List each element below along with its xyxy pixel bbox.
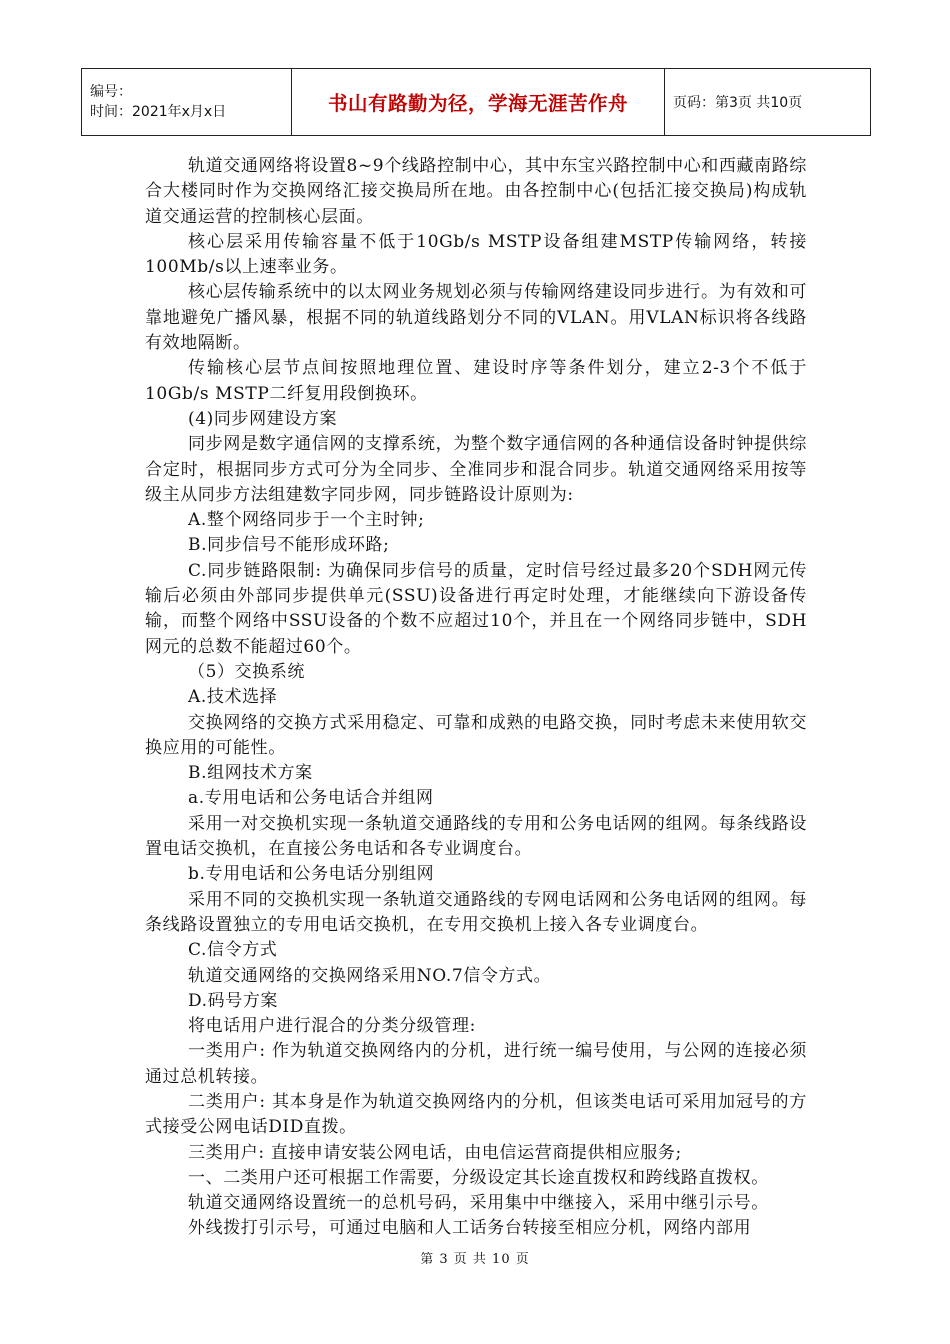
paragraph: 轨道交通网络将设置8~9个线路控制中心，其中东宝兴路控制中心和西藏南路综合大楼同时作为交换网络汇接交换局所在地。由各控制中心(包括汇接交换局)构成轨道交通运营的控制核心层面。	[145, 156, 807, 227]
document-date-label: 时间：2021年x月x日	[90, 104, 227, 120]
paragraph: 一类用户: 作为轨道交换网络内的分机，进行统一编号使用，与公网的连接必须通过总机转接。	[145, 1041, 807, 1087]
paragraph: 轨道交通网络设置统一的总机号码，采用集中中继接入，采用中继引示号。	[188, 1193, 769, 1214]
paragraph: 轨道交通网络的交换网络采用NO.7信令方式。	[188, 965, 552, 986]
subsection-heading: D.码号方案	[188, 990, 279, 1011]
page-footer: 第 3 页 共 10 页	[420, 1252, 530, 1267]
list-item: A.整个网络同步于一个主时钟;	[188, 510, 425, 531]
paragraph: 外线拨打引示号，可通过电脑和人工话务台转接至相应分机，网络内部用	[188, 1218, 752, 1239]
paragraph: 核心层采用传输容量不低于10Gb/s MSTP设备组建MSTP传输网络，转接100Mb/s以上速率业务。	[145, 231, 807, 278]
document-body	[145, 154, 807, 1242]
subsection-heading: C.信令方式	[188, 940, 278, 961]
paragraph: 将电话用户进行混合的分类分级管理:	[188, 1016, 476, 1037]
header-page-cell	[665, 69, 871, 136]
paragraph: 交换网络的交换方式采用稳定、可靠和成熟的电路交换，同时考虑未来使用软交换应用的可能性。	[145, 712, 807, 758]
header-motto-cell	[292, 69, 665, 136]
paragraph: 核心层传输系统中的以太网业务规划必须与传输网络建设同步进行。为有效和可靠地避免广播风暴，根据不同的轨道线路划分不同的VLAN。用VLAN标识将各线路有效地隔断。	[145, 282, 807, 354]
subsection-heading: B.组网技术方案	[188, 763, 313, 784]
paragraph: 三类用户: 直接申请安装公网电话，由电信运营商提供相应服务;	[188, 1142, 682, 1163]
paragraph: 传输核心层节点间按照地理位置、建设时序等条件划分，建立2-3个不低于10Gb/s MSTP二纤复用段倒换环。	[145, 358, 807, 404]
document-header	[81, 68, 871, 136]
subsection-heading: A.技术选择	[188, 687, 278, 708]
header-page-info: 页码：第3页 共10页	[673, 95, 803, 111]
subsection-heading: b.专用电话和公务电话分别组网	[188, 864, 435, 885]
list-item: B.同步信号不能形成环路;	[188, 535, 390, 556]
paragraph: 一、二类用户还可根据工作需要，分级设定其长途直拨权和跨线路直拨权。	[188, 1167, 769, 1188]
paragraph: 二类用户: 其本身是作为轨道交换网络内的分机，但该类电话可采用加冠号的方式接受公网电话DID直拨。	[145, 1091, 807, 1138]
subsection-heading: a.专用电话和公务电话合并组网	[188, 788, 434, 809]
document-number-label: 编号：	[90, 84, 132, 100]
paragraph: 同步网是数字通信网的支撑系统，为整个数字通信网的各种通信设备时钟提供综合定时，根据同步方式可分为全同步、全准同步和混合同步。轨道交通网络采用按等级主从同步方法组建数字同步网，同步链路设计原则为:	[145, 434, 807, 505]
list-item: C.同步链路限制: 为确保同步信号的质量，定时信号经过最多20个SDH网元传输后必须由外部同步提供单元(SSU)设备进行再定时处理，才能继续向下游设备传输，而整个网络中SSU设备的个数不应超过10个，并且在一个网络同步链中，SDH网元的总数不能超过60个。	[145, 560, 807, 657]
section-heading: (4)同步网建设方案	[188, 408, 338, 429]
header-meta-cell	[82, 69, 292, 136]
paragraph: 采用一对交换机实现一条轨道交通路线的专用和公务电话网的组网。每条线路设置电话交换机，在直接公务电话和各专业调度台。	[145, 813, 807, 860]
header-motto: 书山有路勤为径，学海无涯苦作舟	[327, 92, 628, 115]
paragraph: 采用不同的交换机实现一条轨道交通路线的专网电话网和公务电话网的组网。每条线路设置独立的专用电话交换机，在专用交换机上接入各专业调度台。	[145, 889, 807, 935]
section-heading: （5）交换系统	[188, 661, 306, 682]
